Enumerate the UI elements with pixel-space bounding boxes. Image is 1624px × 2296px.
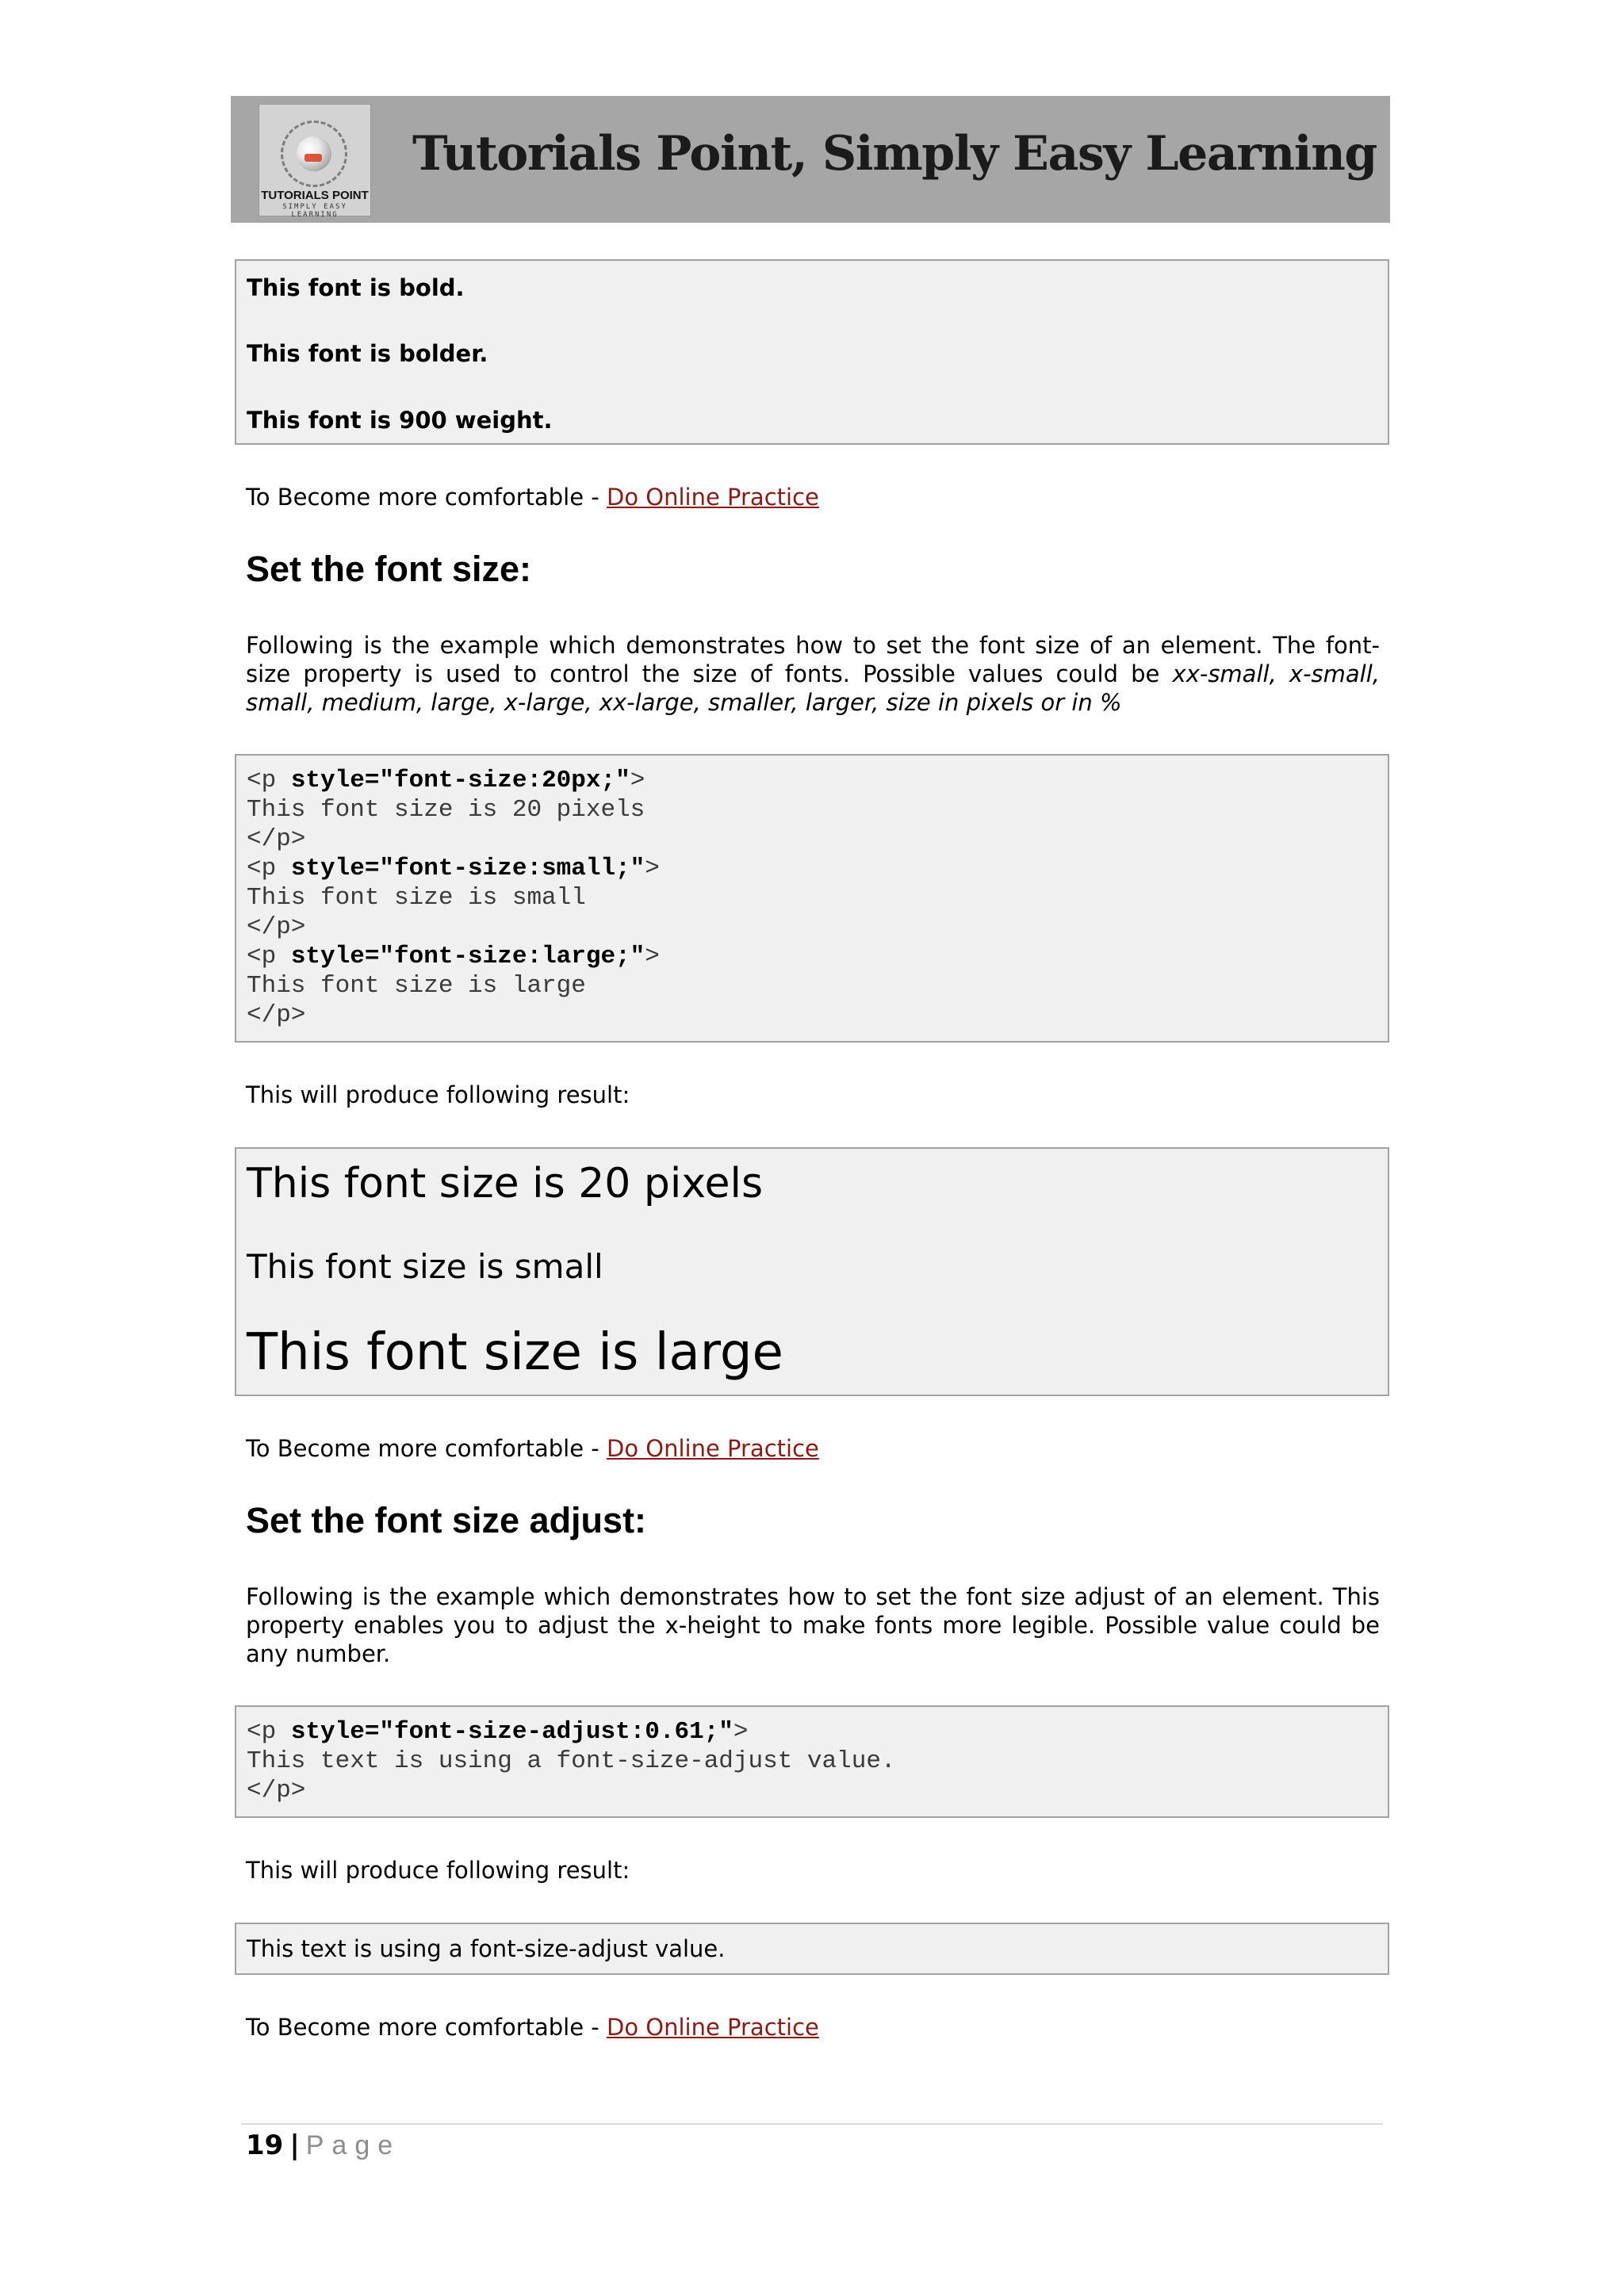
paragraph-line [246,688,1380,717]
tutorials-point-logo [259,104,371,219]
practice-line [246,1435,819,1462]
paragraph-line: property enables you to adjust the x-height to make fonts more legible. Possible value could be [246,1612,1380,1639]
code-line: This text is using a font-size-adjust value. [247,1747,896,1775]
logo-name: TUTORIALS POINT [261,189,369,202]
code-line: <p style="font-size-adjust:0.61;"> [247,1718,749,1746]
page-label: Page [305,2130,401,2160]
result-adjust: This text is using a font-size-adjust value. [247,1935,726,1962]
header-banner [231,96,1390,223]
online-practice-link[interactable]: Do Online Practice [606,2014,819,2041]
code-line: <p style="font-size:small;"> [247,855,660,882]
result-box-font-size-adjust [235,1923,1389,1975]
paragraph-line [246,660,1380,688]
paragraph-text: size property is used to control the size of fonts. Possible values could be [246,660,1173,687]
paragraph-italic: small, medium, large, x-large, xx-large, smaller, larger, size in pixels or in % [246,689,1122,716]
weight-900-line: This font is 900 weight. [247,407,553,434]
code-box-font-size-adjust [235,1705,1389,1818]
bolder-line: This font is bolder. [247,340,488,367]
code-box-font-size [235,754,1389,1043]
heading-font-size-adjust: Set the font size adjust: [246,1500,647,1540]
page-footer [246,2130,400,2161]
result-small: This font size is small [247,1247,603,1286]
result-intro: This will produce following result: [246,1081,630,1108]
paragraph-italic: xx-small, x-small, [1172,660,1381,687]
code-line: </p> [247,1001,306,1029]
practice-line [246,2014,819,2041]
code-line: </p> [247,1777,306,1804]
bold-demo-box [235,259,1389,445]
code-line: <p style="font-size:large;"> [247,943,660,970]
result-box-font-size [235,1147,1389,1396]
heading-font-size: Set the font size: [246,549,532,589]
code-line: This font size is small [247,884,586,912]
header-title: Tutorials Point, Simply Easy Learning [412,126,1377,182]
result-intro: This will produce following result: [246,1857,630,1884]
bold-line: This font is bold. [247,274,465,301]
practice-prefix: To Become more comfortable - [246,484,607,511]
online-practice-link[interactable]: Do Online Practice [606,484,819,511]
code-line: This font size is large [247,972,586,1000]
footer-divider [241,2123,1383,2125]
code-line: This font size is 20 pixels [247,796,645,824]
logo-tagline: SIMPLY EASY LEARNING [282,203,347,219]
footer-separator: | [289,2130,300,2161]
paragraph-line: Following is the example which demonstrates how to set the font size adjust of an element. This [246,1583,1380,1610]
font-size-adjust-paragraph [246,1582,1380,1668]
result-20px: This font size is 20 pixels [247,1160,764,1207]
code-block [247,1717,896,1805]
practice-prefix: To Become more comfortable - [246,1435,607,1462]
practice-prefix: To Become more comfortable - [246,2014,607,2041]
result-large: This font size is large [247,1323,783,1382]
code-block [247,766,660,1030]
logo-emblem-icon [297,136,331,171]
code-line: <p style="font-size:20px;"> [247,767,645,794]
paragraph-line: Following is the example which demonstrates how to set the font size of an element. The font- [246,632,1380,659]
page-number: 19 [246,2130,284,2161]
paragraph-line: any number. [246,1640,391,1667]
font-size-paragraph [246,631,1380,717]
code-line: </p> [247,913,306,941]
practice-line [246,484,819,511]
code-line: </p> [247,825,306,853]
online-practice-link[interactable]: Do Online Practice [606,1435,819,1462]
